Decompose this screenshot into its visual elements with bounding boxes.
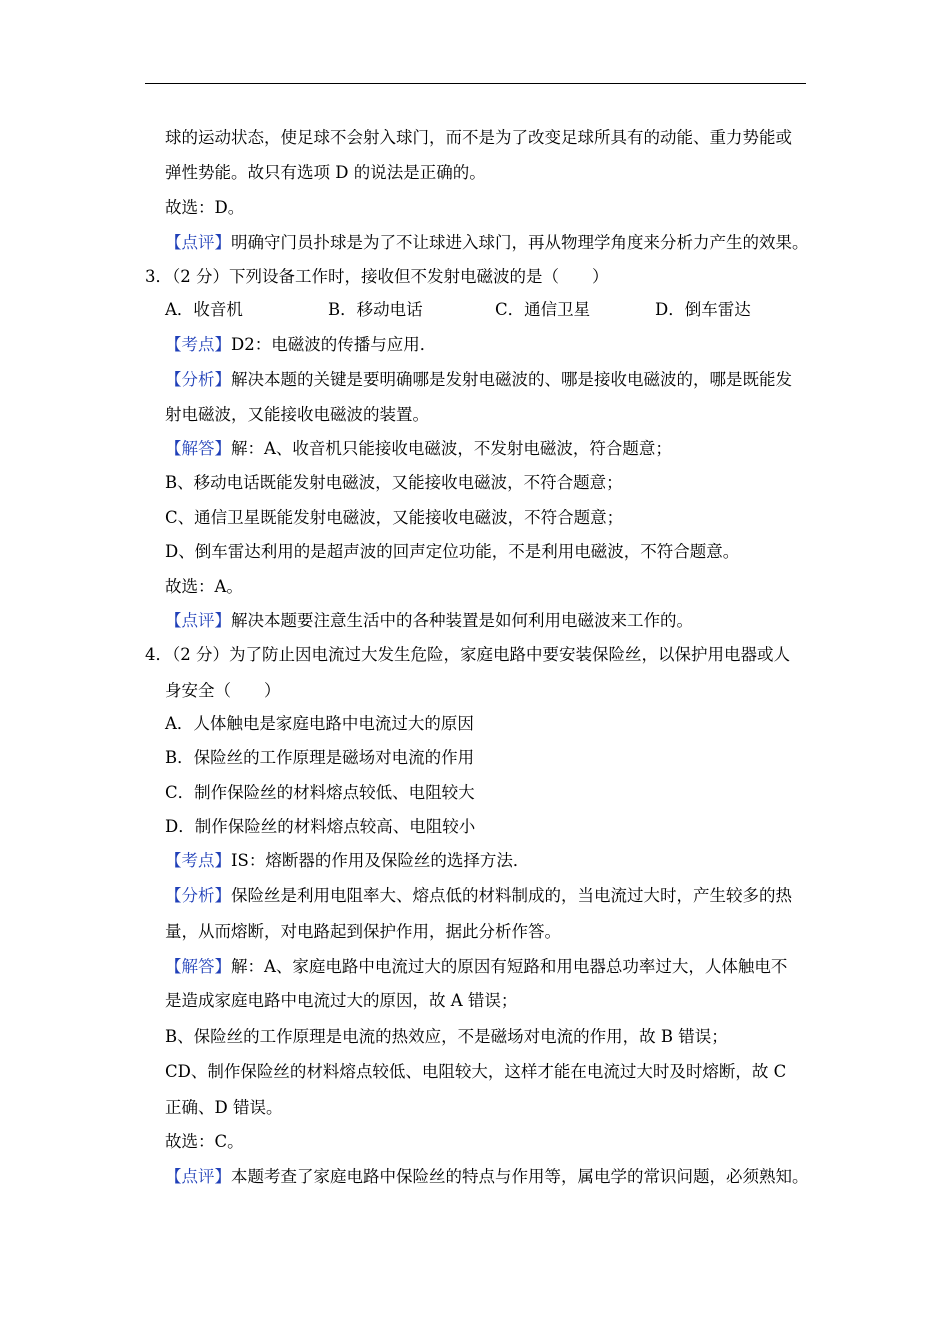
q3-jieda-line-1: 解：A、收音机只能接收电磁波，不发射电磁波，符合题意； <box>231 439 672 458</box>
q4-jieda-line-2: 是造成家庭电路中电流过大的原因，故 A 错误； <box>165 991 518 1010</box>
q4-dianping-tag: 【点评】 <box>165 1167 231 1186</box>
q3-fenxi-line-2: 射电磁波，又能接收电磁波的装置。 <box>165 405 429 424</box>
q3-fenxi-tag: 【分析】 <box>165 370 231 389</box>
q4-jieda <box>165 956 787 978</box>
q4-fenxi-line-2: 量，从而熔断，对电路起到保护作用，据此分析作答。 <box>165 922 561 941</box>
q3-option-d: D．倒车雷达 <box>655 300 751 319</box>
continuation-answer: 故选：D。 <box>165 198 245 217</box>
q3-dianping-text: 解决本题要注意生活中的各种装置是如何利用电磁波来工作的。 <box>231 611 693 630</box>
q4-kaodian <box>165 850 529 872</box>
q4-fenxi-tag: 【分析】 <box>165 886 231 905</box>
q3-option-a: A．收音机 <box>165 300 243 319</box>
q4-fenxi <box>165 885 792 907</box>
q3-dianping <box>165 610 693 632</box>
continuation-comment <box>165 232 809 254</box>
q4-jieda-line-4: CD、制作保险丝的材料熔点较低、电阻较大，这样才能在电流过大时及时熔断，故 C <box>165 1062 787 1081</box>
q4-kaodian-text: IS：熔断器的作用及保险丝的选择方法． <box>231 851 530 870</box>
q3-option-c: C．通信卫星 <box>495 300 591 319</box>
q3-fenxi-line-1: 解决本题的关键是要明确哪是发射电磁波的、哪是接收电磁波的，哪是既能发 <box>231 370 792 389</box>
q3-kaodian-text: D2：电磁波的传播与应用． <box>231 335 437 354</box>
q3-jieda-line-4: D、倒车雷达利用的是超声波的回声定位功能，不是利用电磁波，不符合题意。 <box>165 542 740 561</box>
q4-fenxi-line-1: 保险丝是利用电阻率大、熔点低的材料制成的，当电流过大时，产生较多的热 <box>231 886 792 905</box>
q4-jieda-line-3: B、保险丝的工作原理是电流的热效应，不是磁场对电流的作用，故 B 错误； <box>165 1027 728 1046</box>
q4-jieda-line-5: 正确、D 错误。 <box>165 1098 283 1117</box>
q3-jieda-tag: 【解答】 <box>165 439 231 458</box>
q3-dianping-tag: 【点评】 <box>165 611 231 630</box>
q4-dianping <box>165 1166 809 1188</box>
q3-jieda <box>165 438 672 460</box>
q4-answer: 故选：C。 <box>165 1132 244 1151</box>
q3-kaodian-tag: 【考点】 <box>165 335 231 354</box>
q3-kaodian <box>165 334 436 356</box>
q3-jieda-line-3: C、通信卫星既能发射电磁波，又能接收电磁波，不符合题意； <box>165 508 624 527</box>
q3-stem: 3．（2 分）下列设备工作时，接收但不发射电磁波的是（ ） <box>145 267 609 286</box>
q3-answer: 故选：A。 <box>165 577 243 596</box>
q4-jieda-line-1: 解：A、家庭电路中电流过大的原因有短路和用电器总功率过大，人体触电不 <box>231 957 788 976</box>
q4-jieda-tag: 【解答】 <box>165 957 231 976</box>
q4-option-d: D．制作保险丝的材料熔点较高、电阻较小 <box>165 817 476 836</box>
q4-stem-line-2: 身安全（ ） <box>165 681 281 700</box>
comment-tag: 【点评】 <box>165 233 231 252</box>
header-rule <box>145 83 806 84</box>
q3-fenxi <box>165 369 792 391</box>
q4-option-a: A．人体触电是家庭电路中电流过大的原因 <box>165 714 474 733</box>
comment-text: 明确守门员扑球是为了不让球进入球门，再从物理学角度来分析力产生的效果。 <box>231 233 809 252</box>
q4-stem-line-1: 4．（2 分）为了防止因电流过大发生危险，家庭电路中要安装保险丝，以保护用电器或人 <box>145 645 790 664</box>
continuation-line-2: 弹性势能。故只有选项 D 的说法是正确的。 <box>165 163 486 182</box>
q4-kaodian-tag: 【考点】 <box>165 851 231 870</box>
q4-option-b: B．保险丝的工作原理是磁场对电流的作用 <box>165 748 475 767</box>
q4-dianping-text: 本题考查了家庭电路中保险丝的特点与作用等，属电学的常识问题，必须熟知。 <box>231 1167 809 1186</box>
q4-option-c: C．制作保险丝的材料熔点较低、电阻较大 <box>165 783 475 802</box>
q3-option-b: B．移动电话 <box>328 300 423 319</box>
q3-jieda-line-2: B、移动电话既能发射电磁波，又能接收电磁波，不符合题意； <box>165 473 623 492</box>
continuation-line-1: 球的运动状态，使足球不会射入球门，而不是为了改变足球所具有的动能、重力势能或 <box>165 128 792 147</box>
